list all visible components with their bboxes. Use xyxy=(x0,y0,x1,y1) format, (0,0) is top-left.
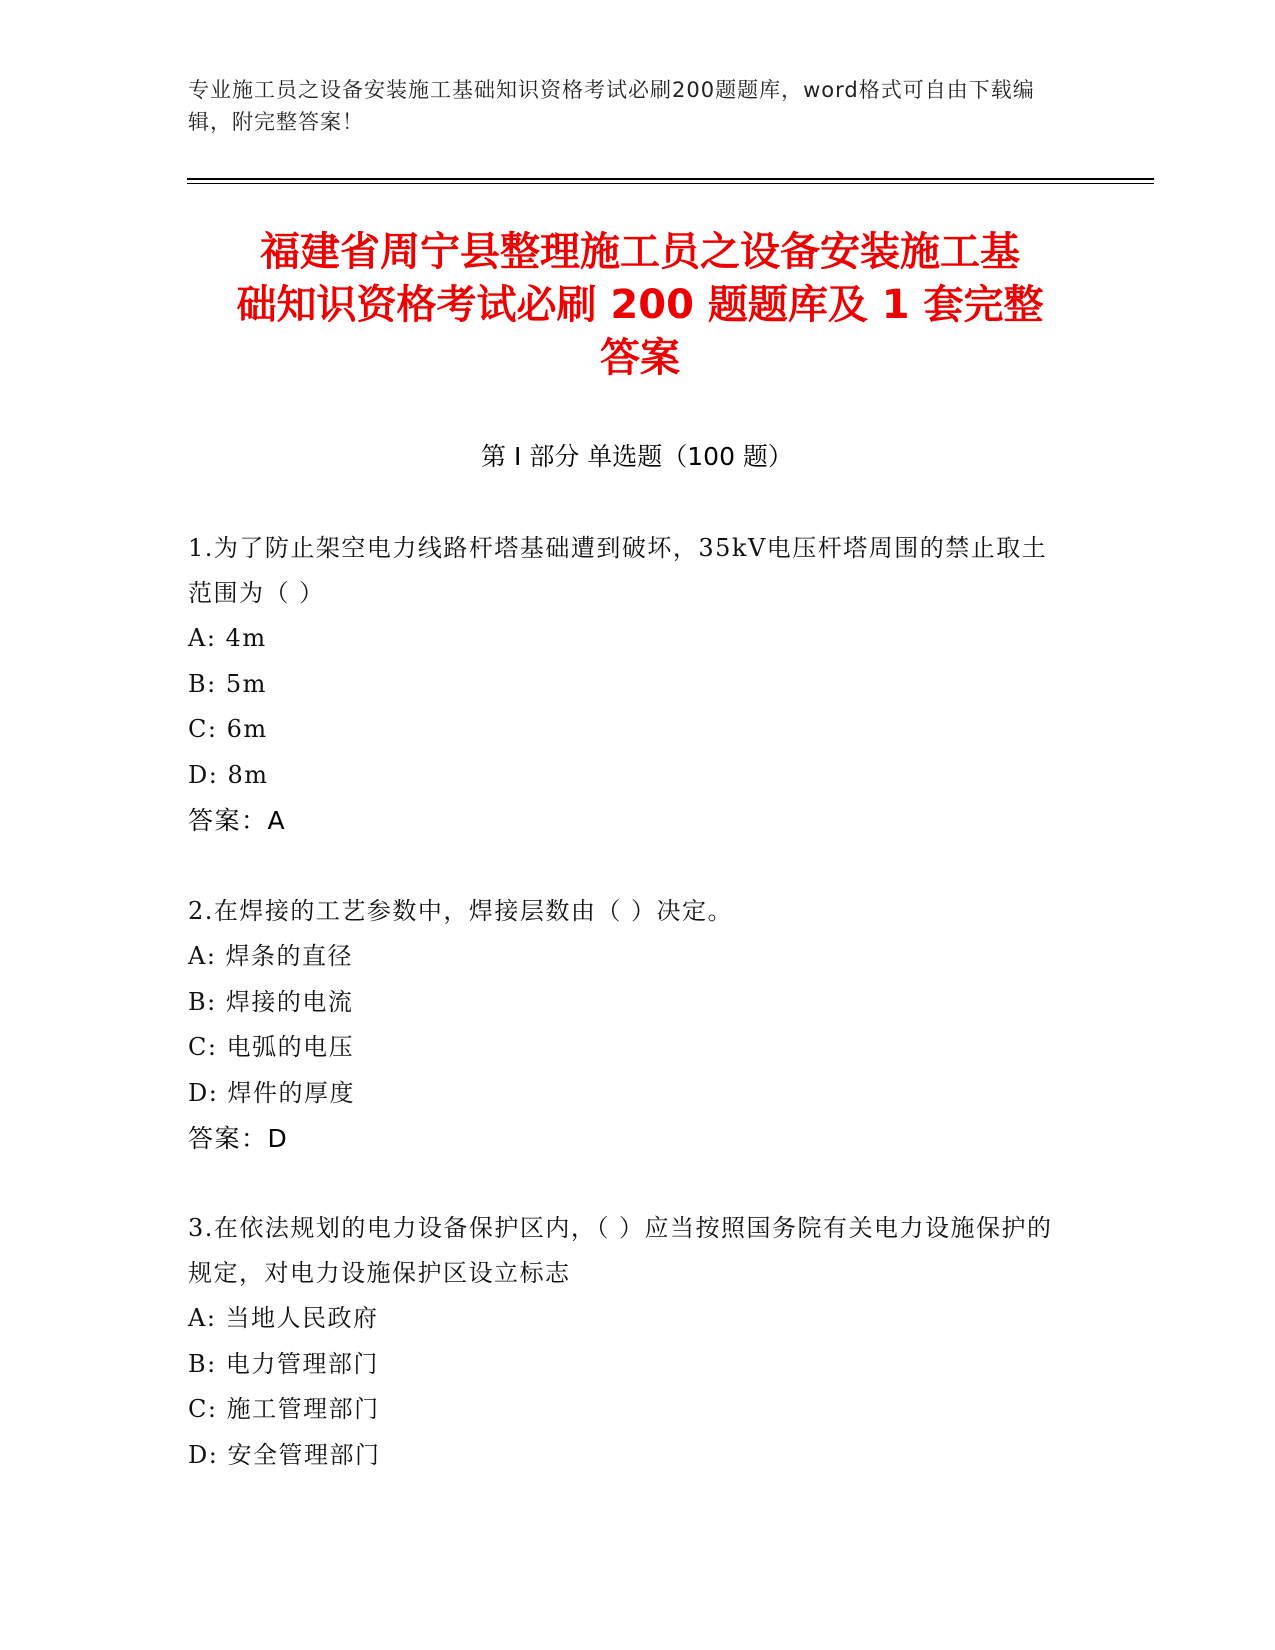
option-b: B: 5m xyxy=(188,669,267,698)
option-d: D: 安全管理部门 xyxy=(188,1440,381,1469)
title-line-2: 础知识资格考试必刷 200 题题库及 1 套完整 xyxy=(236,282,1044,328)
answer: 答案：D xyxy=(188,1124,289,1153)
title-line-1: 福建省周宁县整理施工员之设备安装施工基 xyxy=(260,229,1020,275)
option-a: A: 当地人民政府 xyxy=(188,1304,379,1332)
question-2 xyxy=(188,889,1068,1162)
question-stem: 3.在依法规划的电力设备保护区内，（ ）应当按照国务院有关电力设施保护的规定，对电力设施保护区设立标志 xyxy=(188,1214,1053,1287)
answer: 答案：A xyxy=(188,806,287,835)
option-d: D: 焊件的厚度 xyxy=(188,1078,355,1107)
option-c: C: 电弧的电压 xyxy=(188,1033,355,1061)
header-rule-thick xyxy=(187,178,1154,180)
option-a: A: 4m xyxy=(188,624,267,652)
option-c: C: 施工管理部门 xyxy=(188,1395,380,1423)
title-line-3: 答案 xyxy=(600,335,680,381)
option-a: A: 焊条的直径 xyxy=(188,942,354,970)
option-d: D: 8m xyxy=(188,760,269,789)
document-title xyxy=(180,226,1100,385)
question-stem: 2.在焊接的工艺参数中，焊接层数由（ ）决定。 xyxy=(188,897,734,925)
question-1 xyxy=(188,526,1068,844)
option-c: C: 6m xyxy=(188,715,268,743)
question-3 xyxy=(188,1206,1068,1478)
header-rule-thin xyxy=(187,183,1154,184)
option-b: B: 电力管理部门 xyxy=(188,1349,379,1378)
option-b: B: 焊接的电流 xyxy=(188,987,354,1016)
question-stem: 1.为了防止架空电力线路杆塔基础遭到破坏，35kV电压杆塔周围的禁止取土范围为（ ） xyxy=(188,534,1048,607)
section-title: 第 I 部分 单选题（100 题） xyxy=(481,442,793,471)
header-note: 专业施工员之设备安装施工基础知识资格考试必刷200题题库，word格式可自由下载编辑，附完整答案！ xyxy=(188,78,1035,134)
